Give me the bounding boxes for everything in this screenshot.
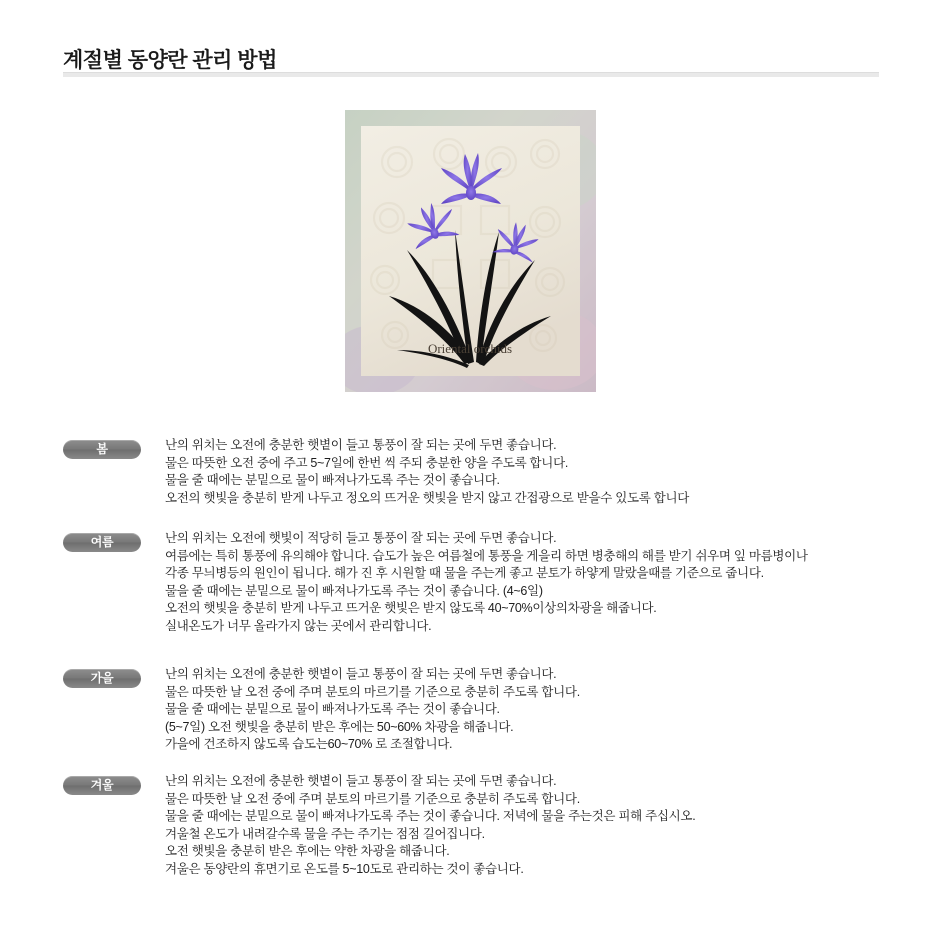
- season-tag-summer: 여름: [63, 533, 141, 552]
- season-text-winter: [165, 773, 942, 878]
- orchid-artwork-svg: [345, 110, 596, 392]
- season-line: (5~7일) 오전 햇빛을 충분히 받은 후에는 50~60% 차광을 해줍니다.: [165, 719, 514, 734]
- season-text-spring: [165, 437, 942, 507]
- title-divider: [63, 72, 879, 77]
- season-text-summer: [165, 530, 942, 635]
- season-line: 오전의 햇빛을 충분히 받게 나두고 뜨거운 햇빛은 받지 않도록 40~70%이상의차광을 해줍니다.: [165, 601, 657, 615]
- season-line: 오전의 햇빛을 충분히 받게 나두고 정오의 뜨거운 햇빛을 받지 않고 간접광으로 받을수 있도록 합니다: [165, 490, 690, 505]
- illustration-caption: Oriental orchids: [427, 341, 513, 356]
- season-line: 난의 위치는 오전에 충분한 햇볕이 들고 통풍이 잘 되는 곳에 두면 좋습니다.: [165, 667, 557, 681]
- season-tag-winter: 겨울: [63, 776, 141, 795]
- season-line: 난의 위치는 오전에 햇빛이 적당히 들고 통풍이 잘 되는 곳에 두면 좋습니다.: [165, 531, 557, 545]
- season-line: 물을 줄 때에는 분밑으로 물이 빠져나가도록 주는 것이 좋습니다.: [165, 702, 500, 716]
- season-line: 여름에는 특히 통풍에 유의해야 합니다. 습도가 높은 여름철에 통풍을 게을리 하면 병충해의 해를 받기 쉬우며 잎 마름병이나: [165, 548, 808, 563]
- season-tag-fall: 가을: [63, 669, 141, 688]
- season-line: 각종 무늬병등의 원인이 됩니다. 해가 진 후 시원할 때 물을 주는게 좋고 분토가 하얗게 말랐을때를 기준으로 줍니다.: [165, 566, 764, 580]
- page-title: 계절별 동양란 관리 방법: [63, 49, 277, 73]
- season-line: 물을 줄 때에는 분밑으로 물이 빠져나가도록 주는 것이 좋습니다. 저녁에 물을 주는것은 피해 주십시오.: [165, 809, 696, 823]
- season-line: 겨울철 온도가 내려갈수록 물을 주는 주기는 점점 길어집니다.: [165, 826, 485, 841]
- season-line: 난의 위치는 오전에 충분한 햇볕이 들고 통풍이 잘 되는 곳에 두면 좋습니다.: [165, 774, 557, 788]
- season-line: 물은 따뜻한 날 오전 중에 주며 분토의 마르기를 기준으로 충분히 주도록 합니다.: [165, 791, 580, 806]
- season-line: 물을 줄 때에는 분밑으로 물이 빠져나가도록 주는 것이 좋습니다.: [165, 473, 500, 487]
- season-tag-spring: 봄: [63, 440, 141, 459]
- season-text-fall: [165, 666, 942, 754]
- season-line: 물을 줄 때에는 분밑으로 물이 빠져나가도록 주는 것이 좋습니다. (4~6일): [165, 583, 543, 598]
- season-line: 오전 햇빛을 충분히 받은 후에는 약한 차광을 해줍니다.: [165, 844, 450, 858]
- season-line: 난의 위치는 오전에 충분한 햇볕이 들고 통풍이 잘 되는 곳에 두면 좋습니다.: [165, 438, 557, 452]
- oriental-orchid-illustration: [345, 110, 596, 392]
- season-line: 실내온도가 너무 올라가지 않는 곳에서 관리합니다.: [165, 618, 432, 633]
- season-line: 물은 따뜻한 날 오전 중에 주며 분토의 마르기를 기준으로 충분히 주도록 합니다.: [165, 684, 580, 699]
- season-line: 가을에 건조하지 않도록 습도는60~70% 로 조절합니다.: [165, 737, 453, 751]
- season-line: 겨울은 동양란의 휴면기로 온도를 5~10도로 관리하는 것이 좋습니다.: [165, 861, 524, 876]
- season-line: 물은 따뜻한 오전 중에 주고 5~7일에 한번 씩 주되 충분한 양을 주도록 합니다.: [165, 455, 569, 470]
